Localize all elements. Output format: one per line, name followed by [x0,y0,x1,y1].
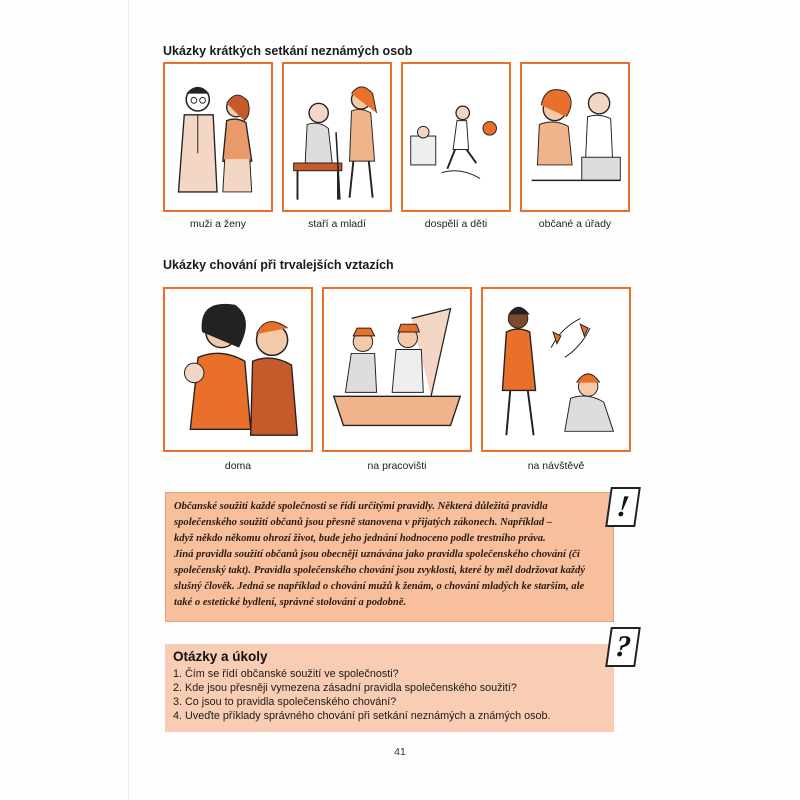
illustration-men-women [163,62,273,212]
rules-text-box [165,492,614,622]
rules-line: slušný člověk. Jedná se například o chování mužů k ženám, o chování mladých ke starším, ale [174,581,585,592]
rules-line: také o estetické bydlení, správné stolování a podobně. [174,597,407,608]
lasting-relations-title: Ukázky chování při trvalejších vztazích [163,258,394,272]
illustration-adults-children [401,62,511,212]
page-number: 41 [394,746,406,758]
caption-workplace: na pracovišti [367,460,427,472]
illustration-visit [481,287,631,452]
rules-line: Jiná pravidla soužití občanů jsou obecněji uznávána jako pravidla společenského chování (či [174,549,580,560]
caption-citizens-offices: občané a úřady [538,218,612,230]
question-mark-icon: ? [605,627,641,667]
illustration-home [163,287,313,452]
rules-line: Občanské soužití každé společnosti se řídí určitými pravidly. Některá důležitá pravidla [174,501,548,512]
caption-old-young: staří a mladí [308,218,366,230]
caption-visit: na návštěvě [527,460,585,472]
illustration-old-young [282,62,392,212]
caption-men-women: muži a ženy [189,218,247,230]
questions-box [165,644,614,732]
home-drawing [165,289,311,450]
page-edge-line [128,0,129,800]
rules-line: když někdo někomu ohrozí život, bude jeho jednání hodnoceno podle trestního práva. [174,533,546,544]
question-item: 3. Co jsou to pravidla společenského chování? [173,696,397,708]
rules-line: společenský takt). Pravidla společenského chování jsou zvyklosti, které by měl dodržovat každý [174,565,586,576]
questions-title: Otázky a úkoly [173,649,268,664]
short-encounters-title: Ukázky krátkých setkání neznámých osob [163,44,413,58]
exclamation-icon: ! [605,487,641,527]
citizens-offices-drawing [522,64,628,210]
old-young-drawing [284,64,390,210]
questions-list [173,667,606,723]
rules-line: společenského soužití občanů jsou přesně stanovena v přijatých zákonech. Například – [174,517,553,528]
illustration-workplace [322,287,472,452]
question-item: 2. Kde jsou přesněji vymezena zásadní pravidla společenského soužití? [173,682,517,694]
visit-drawing [483,289,629,450]
question-item: 4. Uveďte příklady správného chování při setkání neznámých a známých osob. [173,710,551,722]
workplace-drawing [324,289,470,450]
caption-home: doma [224,460,252,472]
adults-children-drawing [403,64,509,210]
caption-adults-children: dospělí a děti [424,218,488,230]
illustration-citizens-offices [520,62,630,212]
men-women-drawing [165,64,271,210]
question-item: 1. Čím se řídí občanské soužití ve společnosti? [173,668,399,680]
